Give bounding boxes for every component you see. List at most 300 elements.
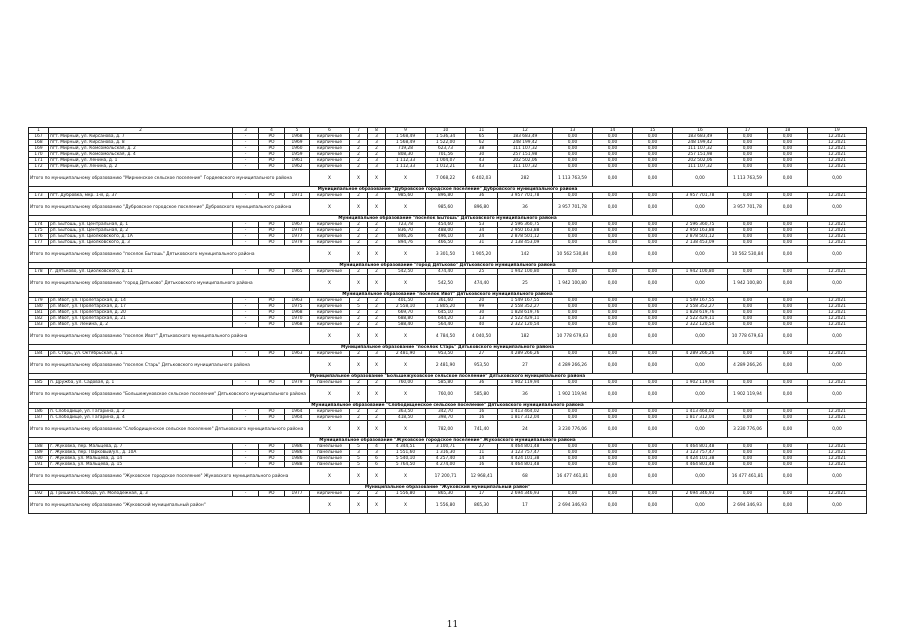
column-number-cell: 17 — [728, 128, 768, 134]
table-cell: 36 — [466, 380, 498, 386]
total-label: Итого по муниципальному образованию "Слободищенское сельское поселение" Дятьковского муниципального района — [29, 421, 310, 438]
total-cell: 585,80 — [466, 386, 498, 403]
table-cell: 2 — [350, 310, 368, 316]
total-cell: 0,00 — [808, 199, 867, 216]
total-cell: 36 — [498, 199, 553, 216]
column-number-cell: 6 — [310, 128, 350, 134]
table-cell: 1 522,00 — [426, 140, 466, 146]
table-cell: 1962 — [285, 164, 310, 170]
municipality-total-row — [29, 328, 867, 345]
table-cell: 1964 — [285, 415, 310, 421]
table-cell: 12.2021 — [808, 234, 867, 240]
table-cell: 12.2021 — [808, 444, 867, 450]
table-cell: 0,00 — [553, 158, 593, 164]
total-cell: X — [350, 275, 368, 292]
table-cell: 4 424 101,38 — [673, 456, 728, 462]
total-cell: 2 694 346,93 — [553, 497, 593, 514]
table-cell: - — [233, 456, 259, 462]
table-cell: 12.2021 — [808, 322, 867, 328]
total-cell: 0,00 — [768, 357, 808, 374]
table-cell: 0,00 — [553, 351, 593, 357]
table-cell: 0,00 — [633, 310, 673, 316]
table-cell: 12.2021 — [808, 491, 867, 497]
table-cell: 0,00 — [553, 152, 593, 158]
total-cell: X — [386, 497, 426, 514]
table-cell: 0,00 — [553, 222, 593, 228]
table-cell: 896,80 — [426, 193, 466, 199]
address-cell: рп. Бытошь, ул. Центральная, д. 2 — [49, 228, 233, 234]
total-cell: 0,00 — [808, 497, 867, 514]
table-cell: 0,00 — [768, 140, 808, 146]
table-cell: 0,00 — [593, 164, 633, 170]
table-cell: кирпичные — [310, 234, 350, 240]
table-cell: 846,26 — [386, 234, 426, 240]
total-cell: X — [368, 275, 386, 292]
table-cell: 669,70 — [386, 310, 426, 316]
table-cell: 1 549 167,55 — [498, 298, 553, 304]
table-cell: 1 828 619,76 — [498, 310, 553, 316]
table-cell: 12.2021 — [808, 409, 867, 415]
table-cell: 1970 — [285, 228, 310, 234]
table-cell: 12.2021 — [808, 134, 867, 140]
table-cell: РО — [259, 316, 285, 322]
table-cell: 4 — [368, 444, 386, 450]
table-cell: 723,78 — [386, 222, 426, 228]
table-cell: 34 — [466, 228, 498, 234]
table-cell: кирпичные — [310, 304, 350, 310]
total-label: Итого по муниципальному образованию "Мирнинское сельское поселение" Гордеевского муниципального района — [29, 170, 310, 187]
table-cell: панельные — [310, 462, 350, 468]
address-cell: пгт. Дубровка, мкр. 1-й, д. 37 — [49, 193, 233, 199]
total-label: Итого по муниципальному образованию "поселок Ивот" Дятьковского муниципального района — [29, 328, 310, 345]
total-cell: X — [310, 328, 350, 345]
table-cell: 0,00 — [768, 415, 808, 421]
table-cell: кирпичные — [310, 310, 350, 316]
table-cell: 1 413 464,02 — [498, 409, 553, 415]
table-cell: 2 558,10 — [386, 304, 426, 310]
total-cell: 3 957 701,78 — [728, 199, 768, 216]
table-cell: 0,00 — [553, 310, 593, 316]
table-cell: 0,00 — [768, 298, 808, 304]
total-cell: 0,00 — [673, 421, 728, 438]
table-cell: 1 112,33 — [386, 164, 426, 170]
table-cell: 3 — [368, 351, 386, 357]
column-number-cell: 2 — [49, 128, 233, 134]
total-cell: X — [350, 386, 368, 403]
total-cell: 4 784,50 — [426, 328, 466, 345]
table-cell: 0,00 — [728, 380, 768, 386]
municipality-total-row — [29, 275, 867, 292]
table-cell: 2 — [350, 234, 368, 240]
table-cell: 466,50 — [426, 240, 466, 246]
table-cell: 2 — [368, 298, 386, 304]
table-cell: 12.2021 — [808, 415, 867, 421]
total-cell: 4 289 266,26 — [553, 357, 593, 374]
total-cell: 4 289 266,26 — [728, 357, 768, 374]
table-cell: 1959 — [285, 152, 310, 158]
table-cell: 176 — [29, 234, 49, 240]
total-cell: 0,00 — [808, 246, 867, 263]
table-cell: 0,00 — [728, 240, 768, 246]
table-cell: 808,30 — [386, 152, 426, 158]
table-cell: 0,00 — [768, 269, 808, 275]
table-cell: 1977 — [285, 491, 310, 497]
column-number-cell: 3 — [233, 128, 259, 134]
table-cell: РО — [259, 310, 285, 316]
table-cell: 1 413 464,02 — [673, 409, 728, 415]
table-cell: 2 — [368, 234, 386, 240]
table-cell: - — [233, 310, 259, 316]
total-cell: 3 301,50 — [426, 246, 466, 263]
table-cell: 0,00 — [728, 158, 768, 164]
total-cell: 0,00 — [808, 357, 867, 374]
table-cell: 2 — [368, 240, 386, 246]
table-cell: 14 — [466, 456, 498, 462]
table-cell: 1971 — [285, 193, 310, 199]
table-cell: 401,50 — [386, 298, 426, 304]
address-cell: г. Дятьково, ул. Циолковского, д. 11 — [49, 269, 233, 275]
address-cell: рп. Ивот, ул. Пролетарская, д. 17 — [49, 304, 233, 310]
total-cell: 10 778 679,63 — [553, 328, 593, 345]
table-cell: 27 — [466, 444, 498, 450]
table-cell: 0,00 — [553, 322, 593, 328]
table-cell: РО — [259, 409, 285, 415]
table-cell: 12.2021 — [808, 222, 867, 228]
total-cell: 0,00 — [593, 386, 633, 403]
municipality-section-title: Муниципальное образование "поселок Бытошь" Дятьковского муниципального района — [29, 216, 867, 222]
table-cell: 0,00 — [768, 491, 808, 497]
total-cell: 0,00 — [768, 199, 808, 216]
total-cell: 0,00 — [633, 199, 673, 216]
table-cell: 4 424 101,38 — [498, 456, 553, 462]
table-cell: 0,00 — [728, 462, 768, 468]
table-cell: 0,00 — [633, 146, 673, 152]
table-cell: 1963 — [285, 351, 310, 357]
address-cell: рп. Ивот, ул. Ленина, д. 2 — [49, 322, 233, 328]
municipality-total-row — [29, 421, 867, 438]
total-cell: 896,80 — [466, 199, 498, 216]
table-cell: 0,00 — [553, 304, 593, 310]
address-cell: п. Дружба, ул. Садовая, д. 1 — [49, 380, 233, 386]
table-cell: 4 257,40 — [426, 456, 466, 462]
table-cell: 24 — [466, 234, 498, 240]
table-cell: 0,00 — [768, 146, 808, 152]
table-cell: 184 — [29, 351, 49, 357]
table-cell: 0,00 — [633, 304, 673, 310]
table-cell: 0,00 — [553, 134, 593, 140]
address-cell: пгт. Мирный, ул. Ленина, д. 2 — [49, 164, 233, 170]
table-cell: 0,00 — [728, 152, 768, 158]
municipality-section-title: Муниципальное образование "Большежуковское сельское поселение" Дятьковского муниципального района — [29, 374, 867, 380]
table-cell: 1986 — [285, 450, 310, 456]
table-cell: РО — [259, 450, 285, 456]
municipality-section-title: Муниципальное образование "поселок Старь" Дятьковского муниципального района — [29, 345, 867, 351]
column-number-cell: 5 — [285, 128, 310, 134]
table-cell: 588,40 — [386, 322, 426, 328]
table-cell: 361,60 — [426, 298, 466, 304]
table-cell: 17 — [466, 491, 498, 497]
municipality-total-row — [29, 497, 867, 514]
table-cell: 4 289 266,26 — [498, 351, 553, 357]
table-cell: 1 942 100,80 — [673, 269, 728, 275]
table-cell: 0,00 — [633, 234, 673, 240]
total-cell: X — [350, 199, 368, 216]
column-number-cell: 10 — [426, 128, 466, 134]
table-cell: 27 — [466, 351, 498, 357]
total-cell: 782,00 — [426, 421, 466, 438]
table-cell: 183 683,49 — [498, 134, 553, 140]
table-cell: 0,00 — [728, 146, 768, 152]
table-cell: 0,00 — [728, 415, 768, 421]
table-cell: 1965 — [285, 269, 310, 275]
municipality-section-title: Муниципальное образование "Слободищенское сельское поселение" Дятьковского муниципального района — [29, 403, 867, 409]
table-cell: 1968 — [285, 310, 310, 316]
table-cell: 398,70 — [426, 415, 466, 421]
table-cell: 0,00 — [553, 234, 593, 240]
table-cell: 0,00 — [633, 316, 673, 322]
table-cell: 0,00 — [728, 444, 768, 450]
table-cell: кирпичные — [310, 146, 350, 152]
total-cell: 0,00 — [808, 421, 867, 438]
table-cell: 0,00 — [768, 228, 808, 234]
total-cell: X — [368, 497, 386, 514]
table-cell: 0,00 — [553, 146, 593, 152]
table-cell: 0,00 — [728, 193, 768, 199]
table-cell: 191 — [29, 462, 49, 468]
table-cell: 1 805,20 — [426, 304, 466, 310]
table-cell: РО — [259, 380, 285, 386]
table-cell: 0,00 — [768, 316, 808, 322]
table-cell: 342,70 — [426, 409, 466, 415]
table-cell: 12.2021 — [808, 304, 867, 310]
table-cell: 2 — [350, 152, 368, 158]
total-cell: 474,40 — [466, 275, 498, 292]
table-cell: 1 112,33 — [386, 158, 426, 164]
table-cell: 1 902 119,94 — [673, 380, 728, 386]
table-cell: 175 — [29, 228, 49, 234]
table-cell: РО — [259, 269, 285, 275]
table-cell: 0,00 — [768, 152, 808, 158]
table-cell: 65 — [466, 134, 498, 140]
table-cell: кирпичные — [310, 228, 350, 234]
table-cell: 0,00 — [553, 415, 593, 421]
table-cell: 257 151,98 — [673, 152, 728, 158]
total-cell: 0,00 — [593, 170, 633, 187]
total-cell: 0,00 — [593, 275, 633, 292]
table-cell: 183 683,49 — [673, 134, 728, 140]
table-cell: 0,00 — [633, 140, 673, 146]
table-cell: 12.2021 — [808, 462, 867, 468]
table-cell: 1961 — [285, 158, 310, 164]
table-cell: 2 558 352,27 — [673, 304, 728, 310]
table-cell: 1 817 312,04 — [498, 415, 553, 421]
table-cell: 0,00 — [768, 450, 808, 456]
table-cell: 0,00 — [593, 316, 633, 322]
table-cell: 111 107,32 — [673, 164, 728, 170]
total-cell: 1 905,20 — [466, 246, 498, 263]
table-cell: 3 957 701,78 — [673, 193, 728, 199]
total-cell: X — [350, 421, 368, 438]
table-cell: панельные — [310, 380, 350, 386]
total-cell: X — [386, 357, 426, 374]
total-cell: X — [310, 199, 350, 216]
table-cell: 182 — [29, 316, 49, 322]
address-cell: пгт. Мирный, ул. Комсомольская, д. 4 — [49, 152, 233, 158]
total-cell: 542,50 — [426, 275, 466, 292]
total-cell: X — [310, 421, 350, 438]
table-cell: 0,00 — [553, 193, 593, 199]
table-cell: 0,00 — [728, 409, 768, 415]
table-cell: 5 — [350, 462, 368, 468]
table-cell: 2 — [350, 409, 368, 415]
total-cell: 0,00 — [768, 170, 808, 187]
table-cell: 2 — [368, 146, 386, 152]
total-cell: X — [350, 497, 368, 514]
table-cell: РО — [259, 222, 285, 228]
table-cell: 36 — [466, 193, 498, 199]
table-cell: 0,00 — [633, 134, 673, 140]
total-cell: 0,00 — [633, 421, 673, 438]
table-cell: 1979 — [285, 380, 310, 386]
table-cell: 0,00 — [633, 409, 673, 415]
table-cell: 257 151,98 — [498, 152, 553, 158]
table-cell: 836,70 — [386, 228, 426, 234]
total-cell: 0,00 — [633, 246, 673, 263]
total-cell: 1 902 119,94 — [728, 386, 768, 403]
total-cell: 0,00 — [673, 357, 728, 374]
total-cell: 10 778 679,63 — [728, 328, 768, 345]
table-cell: 173 — [29, 193, 49, 199]
table-cell: 3 — [368, 158, 386, 164]
total-cell: 0,00 — [633, 386, 673, 403]
table-cell: 2 694 346,93 — [673, 491, 728, 497]
total-cell: 0,00 — [768, 246, 808, 263]
total-cell: 865,30 — [466, 497, 498, 514]
table-cell: 0,00 — [593, 134, 633, 140]
table-cell: панельные — [310, 450, 350, 456]
total-cell: X — [310, 497, 350, 514]
table-cell: 1986 — [285, 444, 310, 450]
table-cell: 1 556,80 — [386, 491, 426, 497]
address-cell: рп. Бытошь, ул. Центральная, д. 1 — [49, 222, 233, 228]
table-cell: 3 — [350, 134, 368, 140]
table-cell: 0,00 — [728, 234, 768, 240]
table-cell: 644,20 — [426, 316, 466, 322]
table-cell: 1 551,60 — [386, 450, 426, 456]
table-cell: 0,00 — [633, 222, 673, 228]
table-cell: 1968 — [285, 322, 310, 328]
total-cell: 3 230 776,06 — [553, 421, 593, 438]
total-cell: X — [310, 170, 350, 187]
table-cell: 2 878 501,12 — [673, 234, 728, 240]
table-cell: 168 — [29, 140, 49, 146]
table-cell: 2 — [368, 316, 386, 322]
table-cell: 0,00 — [593, 140, 633, 146]
total-cell: X — [386, 275, 426, 292]
table-cell: кирпичные — [310, 158, 350, 164]
table-cell: 2 138 453,09 — [673, 240, 728, 246]
table-cell: 2 522 429,11 — [498, 316, 553, 322]
table-cell: 0,00 — [593, 146, 633, 152]
table-cell: 1988 — [285, 462, 310, 468]
table-cell: 0,00 — [768, 444, 808, 450]
total-cell: X — [310, 386, 350, 403]
total-cell: 0,00 — [673, 468, 728, 485]
table-cell: 0,00 — [633, 228, 673, 234]
total-cell: 282 — [498, 170, 553, 187]
total-cell: 68 — [498, 468, 553, 485]
table-cell: 623,73 — [426, 146, 466, 152]
table-cell: 248 199,42 — [673, 140, 728, 146]
table-cell: 0,00 — [728, 450, 768, 456]
table-cell: 0,00 — [728, 310, 768, 316]
address-cell: г. Жуковка, ул. Мальцева, д. 14 — [49, 456, 233, 462]
table-cell: кирпичные — [310, 322, 350, 328]
table-cell: 16 — [466, 409, 498, 415]
table-cell: 1964 — [285, 409, 310, 415]
table-cell: 2 — [368, 228, 386, 234]
table-cell: 496,10 — [426, 234, 466, 240]
table-cell: 12.2021 — [808, 193, 867, 199]
table-cell: РО — [259, 140, 285, 146]
table-cell: 202 502,06 — [498, 158, 553, 164]
total-cell: 142 — [498, 246, 553, 263]
total-cell: 0,00 — [633, 468, 673, 485]
table-cell: 0,00 — [768, 193, 808, 199]
table-cell: 5 540,10 — [386, 456, 426, 462]
total-cell: 0,00 — [673, 170, 728, 187]
total-cell: 2 694 346,93 — [728, 497, 768, 514]
total-cell: 953,50 — [466, 357, 498, 374]
table-cell: РО — [259, 164, 285, 170]
table-cell: 0,00 — [593, 152, 633, 158]
total-cell: 0,00 — [593, 246, 633, 263]
table-cell: РО — [259, 462, 285, 468]
table-cell: 1 316,30 — [426, 450, 466, 456]
address-cell: г. Жуковка, пер. Мальцева, д. 7 — [49, 444, 233, 450]
total-cell: 0,00 — [593, 199, 633, 216]
table-cell: 3 — [368, 450, 386, 456]
table-cell: 0,00 — [728, 222, 768, 228]
total-cell: 24 — [498, 421, 553, 438]
table-cell: 474,40 — [426, 269, 466, 275]
table-cell: 62 — [466, 140, 498, 146]
column-number-cell: 8 — [368, 128, 386, 134]
table-cell: 1967 — [285, 222, 310, 228]
total-cell: 16 477 461,81 — [553, 468, 593, 485]
table-cell: 12.2021 — [808, 316, 867, 322]
total-cell: 1 556,80 — [426, 497, 466, 514]
total-label: Итого по муниципальному образованию "поселок Бытошь" Дятьковского муниципального района — [29, 246, 310, 263]
table-cell: 0,00 — [593, 222, 633, 228]
table-cell: 0,00 — [593, 158, 633, 164]
table-cell: 0,00 — [633, 351, 673, 357]
table-cell: 0,00 — [728, 491, 768, 497]
column-number-cell: 11 — [466, 128, 498, 134]
table-cell: 248 199,42 — [498, 140, 553, 146]
table-cell: 2 — [350, 146, 368, 152]
address-cell: рп. Ивот, ул. Пролетарская, д. 20 — [49, 310, 233, 316]
total-cell: 0,00 — [808, 170, 867, 187]
total-cell: 760,00 — [426, 386, 466, 403]
table-cell: 16 — [466, 462, 498, 468]
table-cell: 2 — [368, 310, 386, 316]
total-cell: X — [350, 170, 368, 187]
table-cell: 701,56 — [426, 152, 466, 158]
table-cell: 3 — [368, 134, 386, 140]
table-cell: РО — [259, 134, 285, 140]
table-cell: 0,00 — [728, 456, 768, 462]
